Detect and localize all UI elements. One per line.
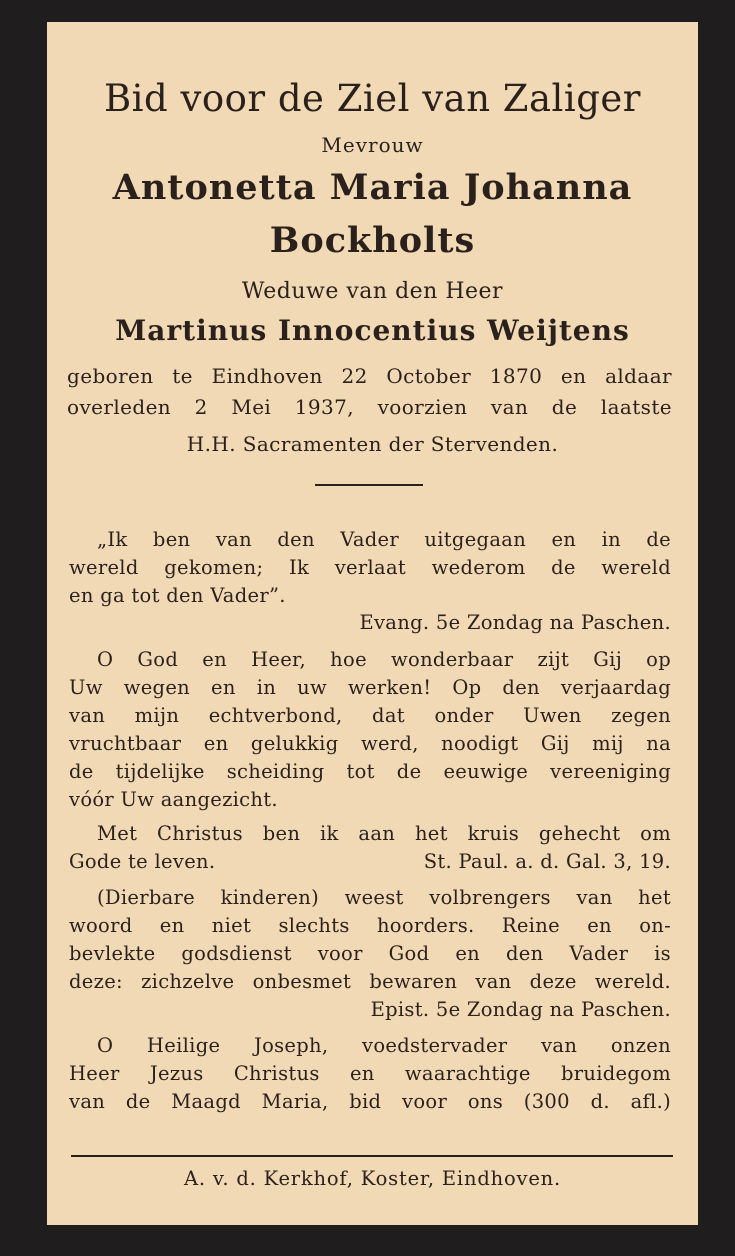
bio-line: H.H. Sacramenten der Stervenden. <box>186 432 559 456</box>
title-prefix: Mevrouw <box>321 133 424 157</box>
memorial-card <box>47 22 698 1225</box>
quote-line: woord en niet slechts hoorders. Reine en on- <box>69 914 671 937</box>
widow-line: Weduwe van den Heer <box>241 279 504 304</box>
quote-source: Epist. 5e Zondag na Paschen. <box>370 998 671 1021</box>
prayer-line: vóór Uw aangezicht. <box>69 788 278 811</box>
prayer-line: van de Maagd Maria, bid voor ons (300 d. afl.) <box>69 1090 671 1113</box>
quote-line: bevlekte godsdienst voor God en den Vader is <box>69 942 671 965</box>
quote-line: deze: zichzelve onbesmet bewaren van deze wereld. <box>69 970 671 993</box>
husband-name: Martinus Innocentius Weijtens <box>115 314 630 347</box>
prayer-line: vruchtbaar en gelukkig werd, noodigt Gij mij na <box>69 732 671 755</box>
prayer-line: O God en Heer, hoe wonderbaar zijt Gij op <box>97 648 671 671</box>
deceased-name-line-2: Bockholts <box>269 220 476 261</box>
quote-source: St. Paul. a. d. Gal. 3, 19. <box>423 850 671 873</box>
bio-line: geboren te Eindhoven 22 October 1870 en aldaar <box>67 364 672 388</box>
prayer-line: de tijdelijke scheiding tot de eeuwige vereeniging <box>69 760 671 783</box>
quote-line: wereld gekomen; Ik verlaat wederom de wereld <box>69 556 671 579</box>
prayer-line: Heer Jezus Christus en waarachtige bruidegom <box>69 1062 671 1085</box>
card-headline: Bid voor de Ziel van Zaliger <box>103 77 641 120</box>
footer-divider <box>71 1155 673 1157</box>
section-divider <box>315 484 423 486</box>
quote-line: (Dierbare kinderen) weest volbrengers van het <box>97 886 671 909</box>
quote-source: Evang. 5e Zondag na Paschen. <box>359 611 671 634</box>
prayer-line: O Heilige Joseph, voedstervader van onzen <box>97 1034 671 1057</box>
bio-line: overleden 2 Mei 1937, voorzien van de laatste <box>67 395 672 419</box>
quote-line: Gode te leven. <box>69 850 216 873</box>
quote-line: „Ik ben van den Vader uitgegaan en in de <box>97 528 671 551</box>
quote-line: en ga tot den Vader”. <box>69 584 286 607</box>
prayer-line: van mijn echtverbond, dat onder Uwen zegen <box>69 704 671 727</box>
prayer-line: Uw wegen en in uw werken! Op den verjaardag <box>69 676 671 699</box>
deceased-name-line-1: Antonetta Maria Johanna <box>112 167 633 208</box>
quote-line: Met Christus ben ik aan het kruis gehecht om <box>97 822 671 845</box>
printer-credit: A. v. d. Kerkhof, Koster, Eindhoven. <box>183 1167 562 1190</box>
